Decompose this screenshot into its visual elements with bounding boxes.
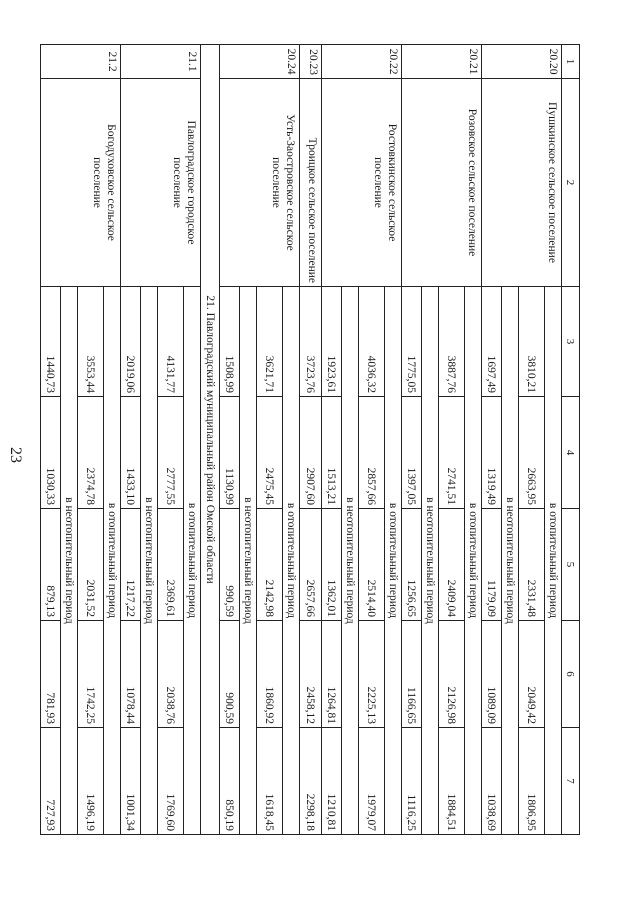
period-row-heat	[184, 45, 201, 835]
value-cell: 900,59	[220, 621, 240, 728]
value-cell: 2663,95	[519, 397, 545, 509]
period-label: в отопительный период	[465, 287, 482, 835]
row-name: Троицкое сельское поселение	[300, 79, 322, 287]
value-cell: 3553,44	[78, 287, 104, 397]
value-cell: 1217,22	[121, 509, 141, 621]
value-cell: 1362,01	[322, 509, 342, 621]
column-number: 2	[562, 79, 580, 287]
column-number: 1	[562, 45, 580, 79]
value-cell: 1264,81	[322, 621, 342, 728]
period-label: в отопительный период	[283, 287, 300, 835]
period-label: в отопительный период	[184, 287, 201, 835]
value-cell: 1884,51	[439, 728, 465, 835]
value-cell: 2019,06	[121, 287, 141, 397]
period-row-heat	[283, 45, 300, 835]
value-cell: 3810,21	[519, 287, 545, 397]
value-cell: 1116,25	[402, 728, 422, 835]
value-cell: 727,93	[41, 728, 61, 835]
tariff-table	[40, 44, 580, 835]
column-number: 3	[562, 287, 580, 397]
value-cell: 2741,51	[439, 397, 465, 509]
value-cell: 3723,76	[300, 287, 322, 397]
value-cell: 2657,66	[300, 509, 322, 621]
row-code: 21.2	[41, 45, 121, 79]
value-cell: 2374,78	[78, 397, 104, 509]
value-cell: 1508,99	[220, 287, 240, 397]
period-label: в отопительный период	[104, 287, 121, 835]
value-cell: 2031,52	[78, 509, 104, 621]
value-cell: 2331,48	[519, 509, 545, 621]
value-cell: 990,59	[220, 509, 240, 621]
value-cell: 2458,12	[300, 621, 322, 728]
value-cell: 1860,92	[257, 621, 283, 728]
period-label: в неотопительный период	[342, 287, 359, 835]
value-cell: 2142,98	[257, 509, 283, 621]
value-cell: 1256,65	[402, 509, 422, 621]
period-label: в неотопительный период	[141, 287, 158, 835]
value-cell: 2298,18	[300, 728, 322, 835]
row-name: Усть-Заостровское сельское поселение	[220, 79, 300, 287]
row-name: Розовское сельское поселение	[402, 79, 482, 287]
row-code: 20.23	[300, 45, 322, 79]
column-number: 4	[562, 397, 580, 509]
row-code: 20.24	[220, 45, 300, 79]
value-cell: 1440,73	[41, 287, 61, 397]
document-page	[44, 44, 580, 834]
value-cell: 2475,45	[257, 397, 283, 509]
period-label: в неотопительный период	[422, 287, 439, 835]
row-code: 20.20	[482, 45, 562, 79]
value-cell: 1319,49	[482, 397, 502, 509]
value-cell: 1397,05	[402, 397, 422, 509]
value-cell: 2514,40	[359, 509, 385, 621]
column-number: 6	[562, 621, 580, 728]
period-label: в неотопительный период	[502, 287, 519, 835]
value-cell: 1166,65	[402, 621, 422, 728]
period-label: в отопительный период	[385, 287, 402, 835]
value-cell: 1775,05	[402, 287, 422, 397]
value-cell: 4131,77	[158, 287, 184, 397]
row-code: 20.22	[322, 45, 402, 79]
row-name: Ростовкинское сельское поселение	[322, 79, 402, 287]
value-cell: 1089,09	[482, 621, 502, 728]
value-cell: 1001,34	[121, 728, 141, 835]
table-body	[41, 45, 580, 835]
value-cell: 2777,55	[158, 397, 184, 509]
page-number: 23	[7, 447, 24, 463]
column-number: 5	[562, 509, 580, 621]
value-cell: 3887,76	[439, 287, 465, 397]
value-cell: 1769,60	[158, 728, 184, 835]
value-cell: 1179,09	[482, 509, 502, 621]
period-row-heat	[104, 45, 121, 835]
group-header-row	[201, 45, 220, 835]
value-cell: 2049,42	[519, 621, 545, 728]
value-cell: 3621,71	[257, 287, 283, 397]
value-cell: 1742,25	[78, 621, 104, 728]
value-cell: 1030,33	[41, 397, 61, 509]
value-cell: 1210,81	[322, 728, 342, 835]
value-cell: 1513,21	[322, 397, 342, 509]
period-label: в неотопительный период	[61, 287, 78, 835]
value-cell: 1433,10	[121, 397, 141, 509]
value-cell: 1979,07	[359, 728, 385, 835]
value-cell: 2038,76	[158, 621, 184, 728]
value-cell: 1806,95	[519, 728, 545, 835]
period-row-heat	[465, 45, 482, 835]
value-cell: 781,93	[41, 621, 61, 728]
row-code: 21.1	[121, 45, 201, 79]
value-cell: 1618,45	[257, 728, 283, 835]
value-cell: 2126,98	[439, 621, 465, 728]
table-row	[300, 45, 322, 835]
period-label: в неотопительный период	[240, 287, 257, 835]
value-cell: 2409,04	[439, 509, 465, 621]
value-cell: 1130,99	[220, 397, 240, 509]
value-cell: 1697,49	[482, 287, 502, 397]
value-cell: 1078,44	[121, 621, 141, 728]
value-cell: 850,19	[220, 728, 240, 835]
row-name: Пушкинское сельское поселение	[482, 79, 562, 287]
column-number: 7	[562, 728, 580, 835]
period-row-heat	[385, 45, 402, 835]
row-code: 20.21	[402, 45, 482, 79]
value-cell: 879,13	[41, 509, 61, 621]
header-row	[562, 45, 580, 835]
group-header: 21. Павлоградский муниципальный район Омской области	[201, 45, 220, 835]
period-row-heat	[545, 45, 562, 835]
row-name: Павлоградское городское поселение	[121, 79, 201, 287]
value-cell: 2369,61	[158, 509, 184, 621]
value-cell: 1496,19	[78, 728, 104, 835]
value-cell: 1923,61	[322, 287, 342, 397]
value-cell: 1038,69	[482, 728, 502, 835]
value-cell: 2907,60	[300, 397, 322, 509]
value-cell: 4036,32	[359, 287, 385, 397]
value-cell: 2857,66	[359, 397, 385, 509]
row-name: Богодуховское сельское поселение	[41, 79, 121, 287]
value-cell: 2225,13	[359, 621, 385, 728]
period-label: в отопительный период	[545, 287, 562, 835]
